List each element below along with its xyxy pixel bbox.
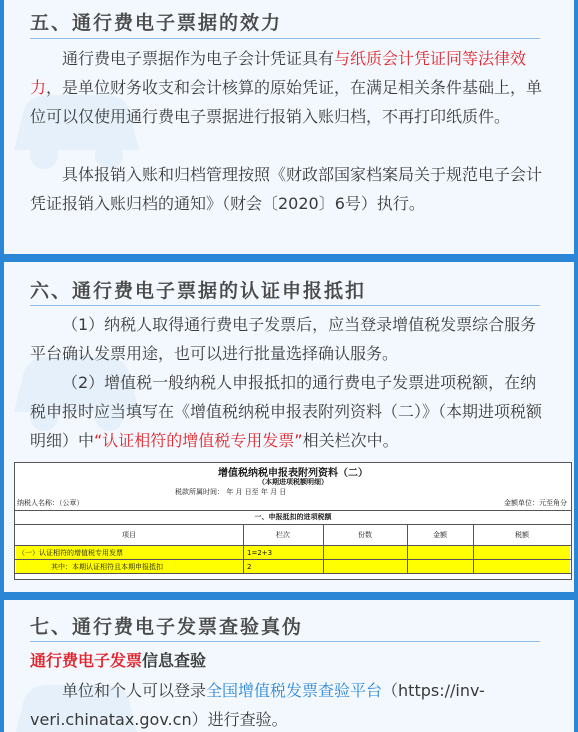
section-7-paragraph-1: 单位和个人可以登录全国增值税发票查验平台（https://inv-veri.chinatax.gov.cn）进行查验。 [30,681,485,729]
section-6-paragraph-1: （1）纳税人取得通行费电子发票后，应当登录增值税发票综合服务平台确认发票用途，也可以进行批量选择确认服务。 [30,315,537,363]
section-5-paragraph-1: 通行费电子票据作为电子会计凭证具有与纸质会计凭证同等法律效力，是单位财务收支和会计核算的原始凭证，在满足相关条件基础上，单位可以仅使用通行费电子票据进行报销入账归档，不再打印纸质件。 [30,49,543,126]
table-taxpayer: 纳税人名称：（公章） [17,499,84,507]
section-6-divider [30,305,540,306]
table-subtitle: （本期进项税额明细） [258,478,328,486]
table-cell: （一）认证相符的增值税专用发票 [18,549,123,557]
section-6-heading: 六、通行费电子票据的认证申报抵扣 [30,280,367,302]
section-6-paragraph-2: （2）增值税一般纳税人申报抵扣的通行费电子发票进项税额，在纳税申报时应当填写在《增值税纳税申报表附列资料（二）》（本期进项税额明细）中“认证相符的增值税专用发票”相关栏次中。 [30,373,543,450]
section-7-card [4,600,574,732]
table-title: 增值税纳税申报表附列资料（二） [218,468,368,479]
section-5-divider [30,38,540,39]
table-header-count: 份数 [358,531,372,539]
table-header-line: 栏次 [276,531,290,539]
section-6-card [4,262,574,592]
section-7-heading: 七、通行费电子发票查验真伪 [30,616,304,638]
vat-form-table [14,462,572,580]
table-unit: 金额单位：元至角分 [504,499,567,507]
table-header-item: 项目 [122,531,136,539]
section-5-paragraph-2: 具体报销入账和归档管理按照《财政部国家档案局关于规范电子会计凭证报销入账归档的通知》（财会〔2020〕6号）执行。 [30,165,543,213]
section-7-divider [30,641,540,642]
table-cell: 其中：本期认证相符且本期申报抵扣 [51,563,163,571]
section-5-card [4,0,574,254]
section-7-subheading: 通行费电子发票信息查验 [30,651,207,670]
section-5-heading: 五、通行费电子票据的效力 [30,12,283,34]
table-header-tax: 税额 [515,531,529,539]
table-section-label: 一、申报抵扣的进项税额 [254,513,332,521]
table-cell: 1=2+3 [247,549,273,557]
table-cell: 2 [247,563,252,571]
table-header-amount: 金额 [433,531,447,539]
table-period: 税款所属时间： 年 月 日至 年 月 日 [175,488,287,496]
